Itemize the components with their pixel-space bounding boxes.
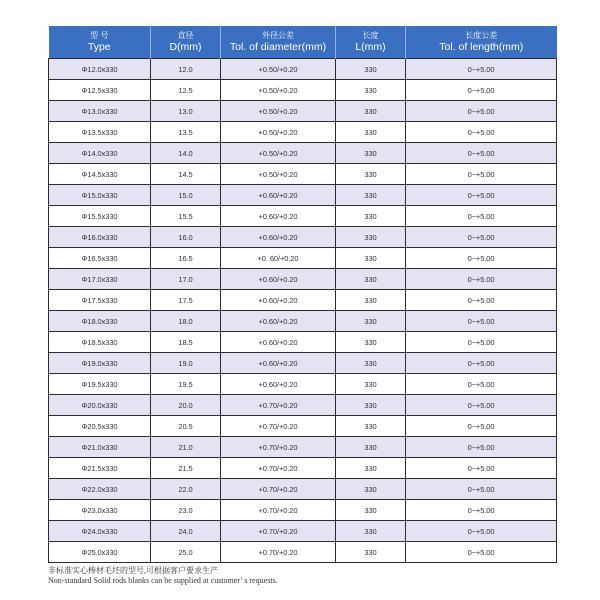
- cell-diameter-tolerance: +0.70/+0.20: [221, 479, 336, 500]
- cell-diameter-tolerance: +0.70/+0.20: [221, 437, 336, 458]
- table-row: [49, 374, 557, 395]
- cell-length: 330: [336, 311, 406, 332]
- table-row: [49, 353, 557, 374]
- cell-length: 330: [336, 458, 406, 479]
- cell-length-tolerance: 0~+5.00: [406, 206, 557, 227]
- cell-diameter-tolerance: +0.60/+0.20: [221, 332, 336, 353]
- column-header-en: Tol. of length(mm): [439, 41, 524, 53]
- header-row: [49, 26, 557, 59]
- cell-diameter: 12.0: [151, 59, 221, 80]
- cell-length-tolerance: 0~+5.00: [406, 164, 557, 185]
- cell-length-tolerance: 0~+5.00: [406, 269, 557, 290]
- cell-type: Φ14.5x330: [49, 164, 151, 185]
- footnote-cn: 非标准实心棒材毛坯的型号,可根据客户要求生产: [48, 566, 218, 575]
- column-header-length-tolerance: [406, 26, 557, 59]
- cell-type: Φ12.5x330: [49, 80, 151, 101]
- table-row: [49, 311, 557, 332]
- cell-diameter: 20.5: [151, 416, 221, 437]
- cell-type: Φ15.0x330: [49, 185, 151, 206]
- cell-type: Φ25.0x330: [49, 542, 151, 563]
- cell-diameter-tolerance: +0.60/+0.20: [221, 374, 336, 395]
- cell-type: Φ17.0x330: [49, 269, 151, 290]
- cell-length: 330: [336, 143, 406, 164]
- cell-length-tolerance: 0~+5.00: [406, 437, 557, 458]
- cell-type: Φ12.0x330: [49, 59, 151, 80]
- cell-type: Φ15.5x330: [49, 206, 151, 227]
- column-header-en: Tol. of diameter(mm): [229, 41, 327, 53]
- cell-length: 330: [336, 416, 406, 437]
- cell-length: 330: [336, 185, 406, 206]
- table-row: [49, 206, 557, 227]
- cell-length-tolerance: 0~+5.00: [406, 395, 557, 416]
- cell-length: 330: [336, 353, 406, 374]
- cell-type: Φ19.5x330: [49, 374, 151, 395]
- cell-length-tolerance: 0~+5.00: [406, 332, 557, 353]
- cell-length: 330: [336, 59, 406, 80]
- column-header-en: D(mm): [169, 41, 202, 53]
- cell-type: Φ22.0x330: [49, 479, 151, 500]
- cell-diameter-tolerance: +0.70/+0.20: [221, 395, 336, 416]
- table-body: [49, 59, 557, 563]
- column-header-cn: 长度: [362, 31, 379, 40]
- cell-length: 330: [336, 227, 406, 248]
- cell-type: Φ17.5x330: [49, 290, 151, 311]
- cell-length-tolerance: 0~+5.00: [406, 374, 557, 395]
- column-header-cn: 型 号: [90, 31, 109, 40]
- cell-diameter-tolerance: +0.70/+0.20: [221, 458, 336, 479]
- cell-length-tolerance: 0~+5.00: [406, 479, 557, 500]
- cell-diameter: 22.0: [151, 479, 221, 500]
- table-row: [49, 164, 557, 185]
- cell-length: 330: [336, 101, 406, 122]
- cell-diameter: 14.5: [151, 164, 221, 185]
- cell-diameter-tolerance: +0.60/+0.20: [221, 206, 336, 227]
- cell-length-tolerance: 0~+5.00: [406, 353, 557, 374]
- table-row: [49, 500, 557, 521]
- cell-diameter-tolerance: +0. 60/+0.20: [221, 248, 336, 269]
- column-header-diameter: [151, 26, 221, 59]
- cell-type: Φ18.0x330: [49, 311, 151, 332]
- cell-diameter-tolerance: +0.70/+0.20: [221, 542, 336, 563]
- footnote: [48, 566, 278, 586]
- cell-length: 330: [336, 206, 406, 227]
- cell-diameter-tolerance: +0.50/+0.20: [221, 164, 336, 185]
- table-row: [49, 290, 557, 311]
- spec-table: [48, 26, 557, 563]
- cell-length-tolerance: 0~+5.00: [406, 521, 557, 542]
- cell-diameter-tolerance: +0.60/+0.20: [221, 311, 336, 332]
- cell-type: Φ20.5x330: [49, 416, 151, 437]
- cell-type: Φ14.0x330: [49, 143, 151, 164]
- cell-diameter-tolerance: +0.50/+0.20: [221, 59, 336, 80]
- column-header-cn: 直径: [177, 31, 194, 40]
- cell-length: 330: [336, 437, 406, 458]
- column-header-type: [49, 26, 151, 59]
- cell-type: Φ21.5x330: [49, 458, 151, 479]
- table-row: [49, 458, 557, 479]
- table-row: [49, 227, 557, 248]
- column-header-cn: 长度公差: [465, 31, 498, 40]
- cell-diameter: 21.0: [151, 437, 221, 458]
- cell-length: 330: [336, 542, 406, 563]
- cell-diameter-tolerance: +0.70/+0.20: [221, 521, 336, 542]
- column-header-en: L(mm): [355, 41, 386, 53]
- cell-type: Φ24.0x330: [49, 521, 151, 542]
- cell-length-tolerance: 0~+5.00: [406, 101, 557, 122]
- cell-type: Φ21.0x330: [49, 437, 151, 458]
- cell-length-tolerance: 0~+5.00: [406, 458, 557, 479]
- column-header-length: [336, 26, 406, 59]
- cell-length: 330: [336, 164, 406, 185]
- cell-diameter-tolerance: +0.60/+0.20: [221, 227, 336, 248]
- cell-type: Φ23.0x330: [49, 500, 151, 521]
- table-row: [49, 59, 557, 80]
- table-row: [49, 248, 557, 269]
- cell-type: Φ13.0x330: [49, 101, 151, 122]
- cell-length-tolerance: 0~+5.00: [406, 227, 557, 248]
- cell-length: 330: [336, 248, 406, 269]
- cell-diameter: 12.5: [151, 80, 221, 101]
- cell-length-tolerance: 0~+5.00: [406, 290, 557, 311]
- column-header-en: Type: [87, 41, 111, 53]
- cell-diameter-tolerance: +0.70/+0.20: [221, 500, 336, 521]
- cell-type: Φ16.0x330: [49, 227, 151, 248]
- footnote-en: Non-standard Solid rods blanks can be supplied at customer’ s requests.: [48, 576, 278, 585]
- cell-type: Φ18.5x330: [49, 332, 151, 353]
- cell-diameter-tolerance: +0.60/+0.20: [221, 269, 336, 290]
- cell-diameter: 15.5: [151, 206, 221, 227]
- cell-diameter-tolerance: +0.70/+0.20: [221, 416, 336, 437]
- cell-length: 330: [336, 332, 406, 353]
- table-row: [49, 185, 557, 206]
- cell-diameter: 13.0: [151, 101, 221, 122]
- cell-diameter: 24.0: [151, 521, 221, 542]
- cell-diameter: 13.5: [151, 122, 221, 143]
- column-header-diameter-tolerance: [221, 26, 336, 59]
- cell-diameter-tolerance: +0.50/+0.20: [221, 80, 336, 101]
- cell-diameter: 19.0: [151, 353, 221, 374]
- cell-length-tolerance: 0~+5.00: [406, 311, 557, 332]
- cell-length: 330: [336, 500, 406, 521]
- table-row: [49, 80, 557, 101]
- table-row: [49, 416, 557, 437]
- cell-diameter-tolerance: +0.60/+0.20: [221, 353, 336, 374]
- table-row: [49, 542, 557, 563]
- cell-length: 330: [336, 374, 406, 395]
- cell-diameter-tolerance: +0.50/+0.20: [221, 101, 336, 122]
- cell-diameter-tolerance: +0.60/+0.20: [221, 290, 336, 311]
- cell-type: Φ16.5x330: [49, 248, 151, 269]
- cell-diameter-tolerance: +0.60/+0.20: [221, 185, 336, 206]
- cell-diameter: 15.0: [151, 185, 221, 206]
- table-row: [49, 521, 557, 542]
- cell-diameter: 20.0: [151, 395, 221, 416]
- cell-length: 330: [336, 395, 406, 416]
- cell-length-tolerance: 0~+5.00: [406, 59, 557, 80]
- table-row: [49, 122, 557, 143]
- cell-length-tolerance: 0~+5.00: [406, 143, 557, 164]
- cell-diameter: 25.0: [151, 542, 221, 563]
- cell-type: Φ20.0x330: [49, 395, 151, 416]
- cell-diameter: 18.5: [151, 332, 221, 353]
- cell-length: 330: [336, 521, 406, 542]
- table-row: [49, 143, 557, 164]
- cell-diameter-tolerance: +0.50/+0.20: [221, 143, 336, 164]
- cell-diameter: 17.5: [151, 290, 221, 311]
- cell-type: Φ13.5x330: [49, 122, 151, 143]
- cell-length-tolerance: 0~+5.00: [406, 542, 557, 563]
- cell-length-tolerance: 0~+5.00: [406, 80, 557, 101]
- cell-diameter-tolerance: +0.50/+0.20: [221, 122, 336, 143]
- cell-diameter: 21.5: [151, 458, 221, 479]
- table-row: [49, 437, 557, 458]
- cell-length-tolerance: 0~+5.00: [406, 122, 557, 143]
- cell-diameter: 19.5: [151, 374, 221, 395]
- table-row: [49, 395, 557, 416]
- cell-length: 330: [336, 80, 406, 101]
- cell-type: Φ19.0x330: [49, 353, 151, 374]
- table-row: [49, 101, 557, 122]
- cell-length: 330: [336, 269, 406, 290]
- column-header-cn: 外径公差: [262, 31, 294, 40]
- cell-length-tolerance: 0~+5.00: [406, 248, 557, 269]
- cell-diameter: 17.0: [151, 269, 221, 290]
- cell-length: 330: [336, 122, 406, 143]
- cell-diameter: 18.0: [151, 311, 221, 332]
- cell-length: 330: [336, 290, 406, 311]
- table-row: [49, 269, 557, 290]
- cell-diameter: 14.0: [151, 143, 221, 164]
- table-row: [49, 479, 557, 500]
- cell-diameter: 16.0: [151, 227, 221, 248]
- cell-diameter: 16.5: [151, 248, 221, 269]
- cell-length-tolerance: 0~+5.00: [406, 185, 557, 206]
- cell-length-tolerance: 0~+5.00: [406, 500, 557, 521]
- cell-diameter: 23.0: [151, 500, 221, 521]
- table-row: [49, 332, 557, 353]
- cell-length-tolerance: 0~+5.00: [406, 416, 557, 437]
- cell-length: 330: [336, 479, 406, 500]
